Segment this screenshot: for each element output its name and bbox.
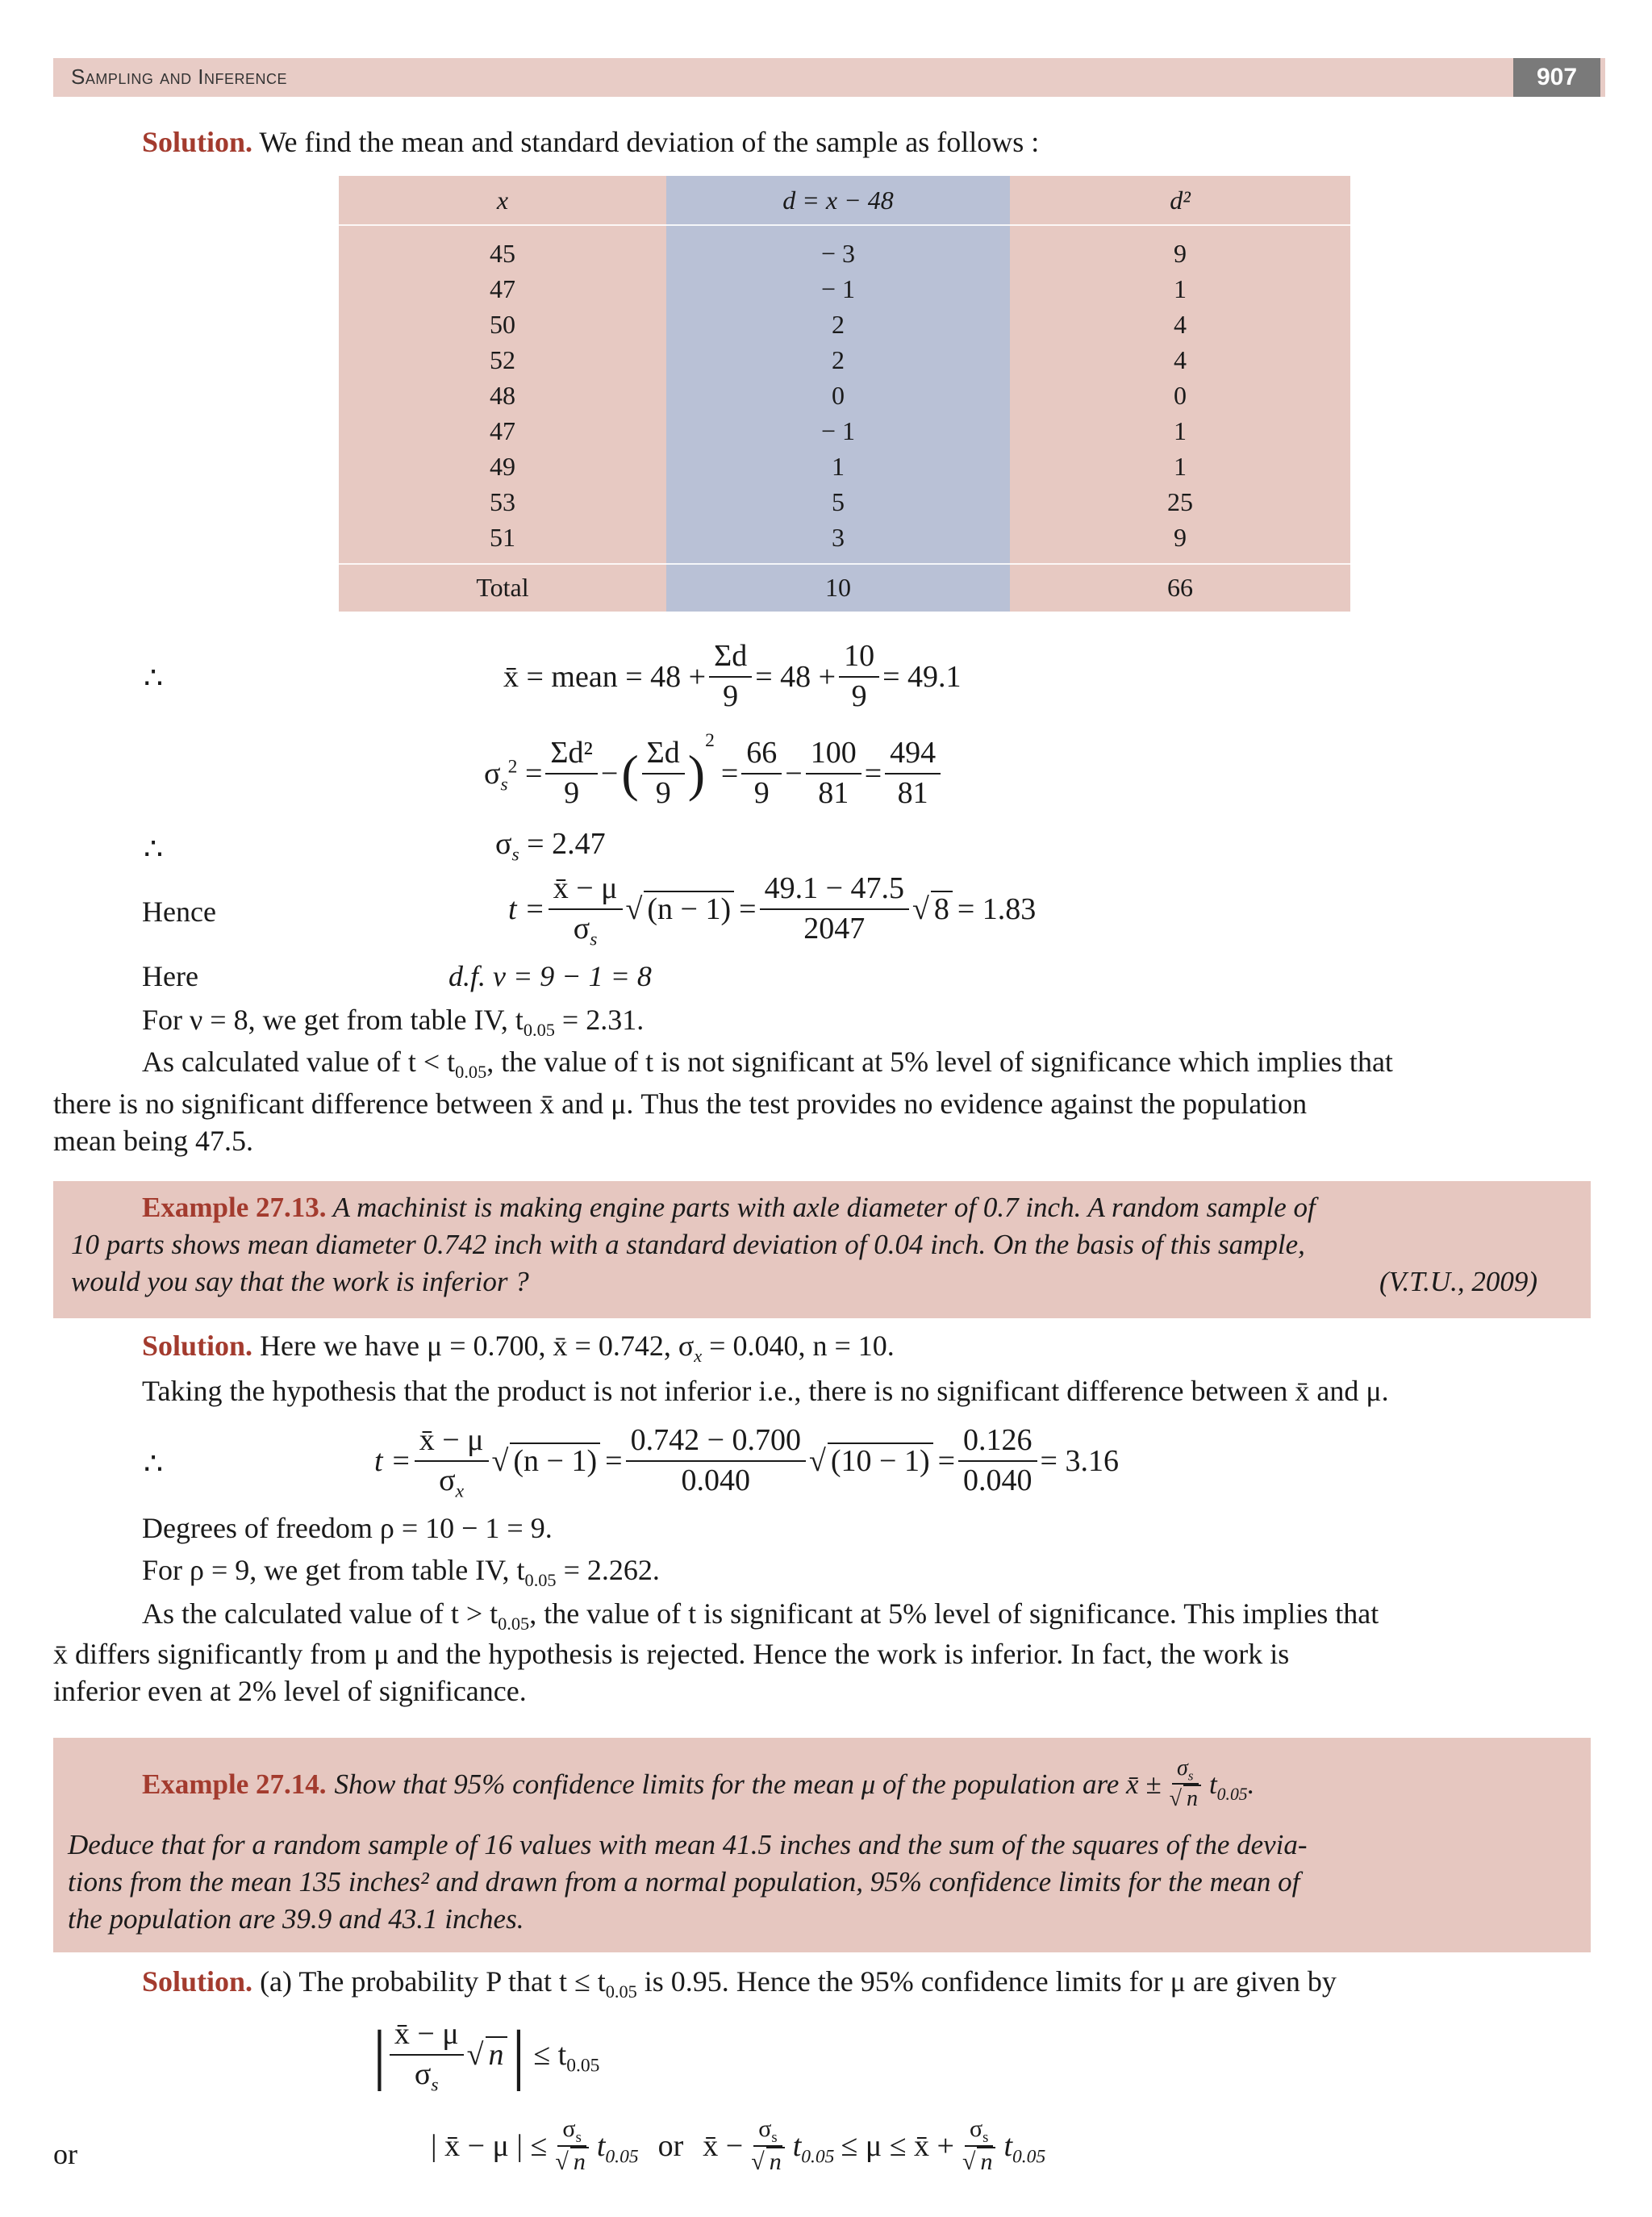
variance-equation: $\sigma_s^2$ = $\frac{\text{Σd²}}{9}$ − ( $\frac{\Sigma d}{9}$ ) 2 = $\frac{66}{9}$ − $\frac{100}{81}$ = $\frac{494}{81}$ xyxy=(484,736,944,811)
example-27-14-line1: Example 27.14. Show that 95% confidence limits for the mean μ of the population are x̄ ± $\frac{\sigma_s}{√ n}$ $t_{0.05}$. xyxy=(142,1756,1255,1812)
data-table xyxy=(339,176,1350,612)
example-27-14-line3: tions from the mean 135 inches² and drawn from a normal population, 95% confidence limits for the mean of xyxy=(68,1866,1300,1898)
cell-d: 2 xyxy=(832,345,845,374)
cell-d: − 3 xyxy=(820,239,856,268)
solution2-conclusion1: As the calculated value of $t > t_{0.05}$, the value of t is significant at 5% level of significance. This implies that xyxy=(142,1597,1379,1635)
therefore-1: ∴ xyxy=(144,662,164,695)
mean-equation xyxy=(503,639,962,714)
cell-d2: 1 xyxy=(1174,274,1187,303)
eq-48: = 48 + xyxy=(755,659,836,694)
cell-x: 50 xyxy=(490,310,515,339)
cell-d: − 1 xyxy=(820,274,856,303)
fraction-t-values: $\frac{49.1 - 47.5}{2047}$ xyxy=(760,871,909,946)
abs-inequality: | $\frac{x̄ - \mu}{\sigma_s}$ √ n | ≤ $t_{0.05}$ xyxy=(373,2016,600,2096)
fraction-10-9: $\frac{10}{9}$ xyxy=(839,639,879,714)
fraction-494-81: $\frac{494}{81}$ xyxy=(885,736,941,811)
conclusion-line1: As calculated value of $t < t_{0.05}$, the value of t is not significant at 5% level of significance which implies that xyxy=(142,1046,1393,1083)
cell-d: 0 xyxy=(832,381,845,410)
cell-d2: 1 xyxy=(1174,452,1187,481)
total-d: 10 xyxy=(825,573,851,602)
sigma-s-squared: $\sigma_s^2$ = xyxy=(484,756,543,795)
therefore-3: ∴ xyxy=(144,1447,164,1481)
fraction-66-9: $\frac{66}{9}$ xyxy=(741,736,782,811)
conclusion-line2: there is no significant difference between x̄ and μ. Thus the test provides no evidence against the population xyxy=(53,1088,1308,1120)
total-label: Total xyxy=(476,573,529,602)
solution-label: Solution. xyxy=(142,126,253,158)
total-d2: 66 xyxy=(1167,573,1193,602)
cell-d: 3 xyxy=(832,523,845,552)
cell-d2: 9 xyxy=(1174,523,1187,552)
header-d: d = x − 48 xyxy=(782,186,894,215)
cell-x: 52 xyxy=(490,345,515,374)
page-number: 907 xyxy=(1513,58,1600,97)
solution2-givens: Solution. Here we have μ = 0.700, x̄ = 0.742, $\sigma_x = 0.040$, n = 10. xyxy=(142,1330,895,1367)
header-x: x xyxy=(496,186,509,215)
cell-d2: 1 xyxy=(1174,416,1187,445)
fraction-sum-d-inner: $\frac{\Sigma d}{9}$ xyxy=(642,736,685,811)
example-27-13-line3: would you say that the work is inferior ? xyxy=(71,1266,529,1297)
fraction-100-81: $\frac{100}{81}$ xyxy=(806,736,861,811)
header-rule xyxy=(339,224,1350,226)
cell-d: 1 xyxy=(832,452,845,481)
fraction-sum-d: $\frac{\Sigma d}{9}$ xyxy=(709,639,752,714)
solution2-hypothesis: Taking the hypothesis that the product is not inferior i.e., there is no significant difference between x̄ and μ. xyxy=(142,1375,1389,1407)
solution-intro xyxy=(142,121,1039,163)
cell-x: 47 xyxy=(490,274,515,303)
here-label: Here xyxy=(142,960,198,992)
mean-lhs: x̄ = mean = 48 + xyxy=(503,659,707,694)
solution2-conclusion3: inferior even at 2% level of significance. xyxy=(53,1675,527,1707)
header-d2: d² xyxy=(1170,186,1191,215)
solution2-conclusion2: x̄ differs significantly from μ and the hypothesis is rejected. Hence the work is inferior. In fact, the work is xyxy=(53,1638,1290,1670)
confidence-limits: | x̄ − μ | ≤ $\frac{\sigma_s}{√ n}$ $t_{0.05}$ or x̄ − $\frac{\sigma_s}{√ n}$ $t_{0.05}$ ≤ μ ≤ x̄ + $\frac{\sigma_s}{√ n}$ $t_{0.05}$ xyxy=(431,2115,1046,2175)
solution3-intro: Solution. (a) The probability P that $t \le t_{0.05}$ is 0.95. Hence the 95% confidence limits for μ are given by xyxy=(142,1965,1337,2002)
t-equation: t = $\frac{x̄ - \mu}{\sigma_s}$ √ (n − 1) = $\frac{49.1 - 47.5}{2047}$ √ 8 = 1.83 xyxy=(508,871,1037,950)
cell-d: − 1 xyxy=(820,416,856,445)
running-title: Sampling and Inference xyxy=(71,65,288,89)
sigma-s-value: $\sigma_s = 2.47$ xyxy=(495,827,606,866)
degrees-of-freedom: d.f. ν = 9 − 1 = 8 xyxy=(448,960,652,992)
example-27-14-line4: the population are 39.9 and 43.1 inches. xyxy=(68,1903,524,1935)
example-27-13-line1: Example 27.13. A machinist is making engine parts with axle diameter of 0.7 inch. A random sample of xyxy=(142,1192,1316,1223)
cell-x: 45 xyxy=(490,239,515,268)
or-label: or xyxy=(53,2138,77,2170)
cell-d2: 4 xyxy=(1174,345,1187,374)
cell-x: 53 xyxy=(490,487,515,516)
mean-result: = 49.1 xyxy=(882,659,962,694)
cell-d2: 4 xyxy=(1174,310,1187,339)
cell-x: 47 xyxy=(490,416,515,445)
conclusion-line3: mean being 47.5. xyxy=(53,1125,253,1157)
example-label: Example 27.13. xyxy=(142,1192,327,1223)
hence-label: Hence xyxy=(142,896,216,928)
cell-x: 49 xyxy=(490,452,515,481)
fraction-xbar-mu: $\frac{x̄ - \mu}{\sigma_s}$ xyxy=(549,871,623,946)
cell-d2: 9 xyxy=(1174,239,1187,268)
solution2-dof: Degrees of freedom ρ = 10 − 1 = 9. xyxy=(142,1512,553,1544)
example-27-14-line2: Deduce that for a random sample of 16 values with mean 41.5 inches and the sum of the squares of the devia- xyxy=(68,1829,1308,1860)
example-27-13-line2: 10 parts shows mean diameter 0.742 inch with a standard deviation of 0.04 inch. On the basis of this sample, xyxy=(71,1229,1305,1260)
cell-d: 5 xyxy=(832,487,845,516)
cell-d: 2 xyxy=(832,310,845,339)
example-27-13-source: (V.T.U., 2009) xyxy=(1379,1266,1538,1297)
fraction-sum-d2: $\frac{\text{Σd²}}{9}$ xyxy=(545,736,598,811)
total-rule xyxy=(339,563,1350,565)
solution-intro-text: We find the mean and standard deviation of the sample as follows : xyxy=(259,126,1040,158)
cell-d2: 25 xyxy=(1167,487,1193,516)
for-nu-line: For ν = 8, we get from table IV, $t_{0.05} = 2.31$. xyxy=(142,1004,645,1041)
cell-d2: 0 xyxy=(1174,381,1187,410)
therefore-2: ∴ xyxy=(144,833,164,866)
cell-x: 48 xyxy=(490,381,515,410)
solution2-for-rho: For ρ = 9, we get from table IV, $t_{0.05} = 2.262$. xyxy=(142,1554,660,1591)
t-equation-2: t = $\frac{x̄ - \mu}{\sigma_x}$ √ (n − 1) = $\frac{0.742 - 0.700}{0.040}$ √ (10 − 1) = $\frac{0.126}{0.040}$ = 3.16 xyxy=(374,1423,1119,1502)
cell-x: 51 xyxy=(490,523,515,552)
